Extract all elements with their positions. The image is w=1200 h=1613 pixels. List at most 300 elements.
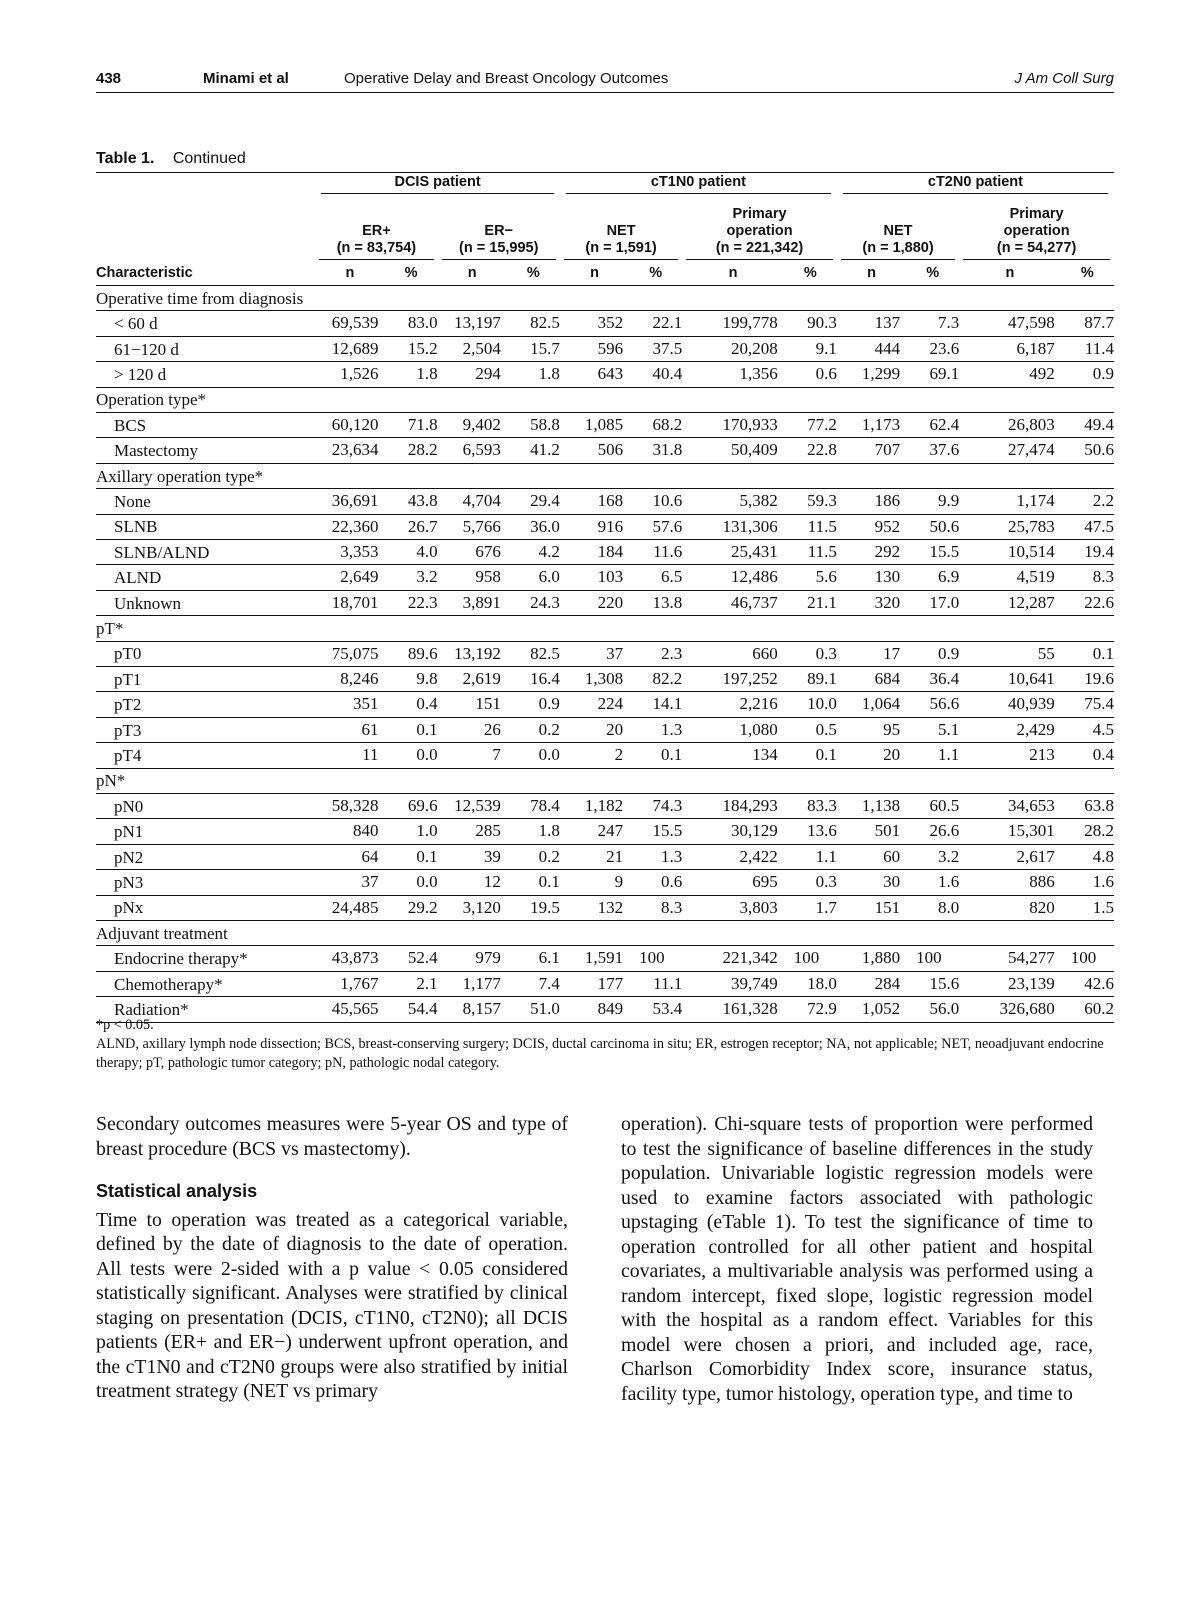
row-label: pN0 — [96, 794, 315, 819]
subgroup-header-line: ER− — [484, 223, 514, 239]
count-cell: 320 — [837, 590, 906, 615]
count-cell: 12,539 — [438, 794, 507, 819]
percent-cell — [1061, 616, 1114, 641]
percent-cell: 7.3 — [906, 311, 959, 336]
percent-cell: 0.0 — [385, 743, 438, 768]
percent-cell: 49.4 — [1061, 413, 1114, 438]
percent-cell: 0.9 — [1061, 362, 1114, 387]
characteristic-header: Characteristic — [96, 261, 315, 286]
table-row — [96, 540, 1114, 565]
percent-cell: 26.6 — [906, 819, 959, 844]
count-cell: 501 — [837, 819, 906, 844]
percent-cell: 16.4 — [507, 667, 560, 692]
count-cell: 50,409 — [682, 438, 784, 463]
percent-cell — [906, 768, 959, 793]
percent-cell: 0.0 — [507, 743, 560, 768]
percent-cell: 74.3 — [629, 794, 682, 819]
percent-cell: 6.0 — [507, 565, 560, 590]
row-label: pT2 — [96, 692, 315, 717]
percent-cell — [385, 286, 438, 311]
percent-cell: 0.1 — [1061, 641, 1114, 666]
count-cell: 5,382 — [682, 489, 784, 514]
subgroup-header-line: operation — [1003, 223, 1070, 239]
count-cell: 184 — [560, 540, 629, 565]
percent-cell: 11.6 — [629, 540, 682, 565]
percent-cell: 22.1 — [629, 311, 682, 336]
percent-cell — [906, 286, 959, 311]
percent-cell: 0.2 — [507, 844, 560, 869]
percent-cell: 3.2 — [385, 565, 438, 590]
percent-cell — [784, 616, 837, 641]
count-cell: 23,139 — [959, 971, 1061, 996]
data-table — [96, 172, 1114, 1023]
count-cell: 170,933 — [682, 413, 784, 438]
count-cell — [438, 463, 507, 488]
percent-cell: 26.7 — [385, 514, 438, 539]
row-label: pN1 — [96, 819, 315, 844]
percent-cell: 1.6 — [906, 870, 959, 895]
count-cell: 36,691 — [315, 489, 384, 514]
percent-cell: 75.4 — [1061, 692, 1114, 717]
percent-column-header: % — [385, 261, 438, 286]
count-cell: 37 — [315, 870, 384, 895]
percent-cell: 4.2 — [507, 540, 560, 565]
count-cell: 220 — [560, 590, 629, 615]
count-cell: 1,308 — [560, 667, 629, 692]
percent-cell — [629, 616, 682, 641]
count-cell: 130 — [837, 565, 906, 590]
percent-cell — [385, 921, 438, 946]
count-cell: 1,080 — [682, 717, 784, 742]
count-cell: 30,129 — [682, 819, 784, 844]
count-cell — [560, 616, 629, 641]
percent-cell: 60.2 — [1061, 997, 1114, 1022]
count-cell: 197,252 — [682, 667, 784, 692]
count-cell: 213 — [959, 743, 1061, 768]
percent-cell — [629, 387, 682, 412]
count-cell: 707 — [837, 438, 906, 463]
percent-cell: 0.1 — [507, 870, 560, 895]
row-label: ALND — [96, 565, 315, 590]
count-cell: 1,174 — [959, 489, 1061, 514]
row-label: Endocrine therapy* — [96, 946, 315, 971]
percent-cell: 8.0 — [906, 895, 959, 920]
count-cell: 2,504 — [438, 336, 507, 361]
count-cell: 2,429 — [959, 717, 1061, 742]
percent-cell: 13.6 — [784, 819, 837, 844]
count-cell: 54,277 — [959, 946, 1061, 971]
percent-cell: 77.2 — [784, 413, 837, 438]
percent-cell: 56.0 — [906, 997, 959, 1022]
row-label: pT0 — [96, 641, 315, 666]
group-header-dcis: DCIS patient — [315, 173, 560, 198]
percent-cell — [1061, 768, 1114, 793]
count-cell — [837, 616, 906, 641]
percent-cell: 22.3 — [385, 590, 438, 615]
percent-cell: 9.9 — [906, 489, 959, 514]
percent-cell: 100 — [784, 946, 837, 971]
count-cell: 952 — [837, 514, 906, 539]
percent-cell: 15.2 — [385, 336, 438, 361]
count-cell: 11 — [315, 743, 384, 768]
percent-cell: 6.9 — [906, 565, 959, 590]
count-cell — [315, 286, 384, 311]
table-row — [96, 667, 1114, 692]
percent-cell: 4.0 — [385, 540, 438, 565]
subgroup-header-line: (n = 15,995) — [459, 240, 539, 256]
count-cell: 45,565 — [315, 997, 384, 1022]
percent-cell: 82.5 — [507, 311, 560, 336]
percent-cell: 10.6 — [629, 489, 682, 514]
percent-cell: 47.5 — [1061, 514, 1114, 539]
count-cell — [315, 387, 384, 412]
count-cell: 1,173 — [837, 413, 906, 438]
count-cell — [682, 768, 784, 793]
percent-cell: 1.8 — [385, 362, 438, 387]
count-cell: 20 — [837, 743, 906, 768]
count-cell: 2,649 — [315, 565, 384, 590]
count-cell: 9,402 — [438, 413, 507, 438]
percent-cell: 19.6 — [1061, 667, 1114, 692]
percent-cell: 37.5 — [629, 336, 682, 361]
n-column-header: n — [560, 261, 629, 286]
count-cell: 20 — [560, 717, 629, 742]
count-cell: 21 — [560, 844, 629, 869]
count-cell — [560, 387, 629, 412]
percent-cell: 19.4 — [1061, 540, 1114, 565]
percent-cell: 60.5 — [906, 794, 959, 819]
percent-cell — [629, 286, 682, 311]
percent-cell: 29.2 — [385, 895, 438, 920]
percent-cell: 6.5 — [629, 565, 682, 590]
count-cell: 294 — [438, 362, 507, 387]
count-cell — [959, 463, 1061, 488]
percent-cell: 53.4 — [629, 997, 682, 1022]
running-header — [96, 66, 1114, 93]
count-cell: 18,701 — [315, 590, 384, 615]
count-cell: 60 — [837, 844, 906, 869]
count-cell — [682, 286, 784, 311]
count-cell: 2,422 — [682, 844, 784, 869]
count-cell: 75,075 — [315, 641, 384, 666]
subgroup-header-line: (n = 54,277) — [996, 240, 1077, 256]
percent-cell: 50.6 — [1061, 438, 1114, 463]
table-row — [96, 514, 1114, 539]
row-label: Chemotherapy* — [96, 971, 315, 996]
percent-cell — [784, 463, 837, 488]
percent-cell: 7.4 — [507, 971, 560, 996]
table-column-header-row — [96, 261, 1114, 286]
table-row — [96, 844, 1114, 869]
percent-cell — [784, 387, 837, 412]
percent-cell: 82.2 — [629, 667, 682, 692]
percent-cell: 89.1 — [784, 667, 837, 692]
count-cell: 64 — [315, 844, 384, 869]
table-row — [96, 870, 1114, 895]
percent-cell: 58.8 — [507, 413, 560, 438]
percent-cell — [629, 921, 682, 946]
count-cell — [560, 921, 629, 946]
count-cell: 1,356 — [682, 362, 784, 387]
count-cell: 184,293 — [682, 794, 784, 819]
percent-cell: 100 — [629, 946, 682, 971]
percent-cell: 40.4 — [629, 362, 682, 387]
percent-column-header: % — [784, 261, 837, 286]
percent-cell: 42.6 — [1061, 971, 1114, 996]
percent-cell — [385, 616, 438, 641]
count-cell: 4,519 — [959, 565, 1061, 590]
subgroup-header — [837, 197, 959, 261]
count-cell: 26 — [438, 717, 507, 742]
percent-cell: 15.7 — [507, 336, 560, 361]
count-cell: 284 — [837, 971, 906, 996]
percent-cell: 0.5 — [784, 717, 837, 742]
percent-cell: 29.4 — [507, 489, 560, 514]
running-title: Operative Delay and Breast Oncology Outcomes — [344, 70, 669, 87]
count-cell: 27,474 — [959, 438, 1061, 463]
count-cell: 3,120 — [438, 895, 507, 920]
count-cell: 12 — [438, 870, 507, 895]
table-row — [96, 743, 1114, 768]
count-cell: 1,052 — [837, 997, 906, 1022]
percent-cell: 51.0 — [507, 997, 560, 1022]
count-cell: 1,182 — [560, 794, 629, 819]
percent-cell: 0.6 — [629, 870, 682, 895]
percent-cell: 5.1 — [906, 717, 959, 742]
percent-cell: 36.4 — [906, 667, 959, 692]
count-cell: 1,767 — [315, 971, 384, 996]
count-cell: 1,085 — [560, 413, 629, 438]
subgroup-header-line — [841, 206, 955, 223]
row-label: 61−120 d — [96, 336, 315, 361]
percent-cell: 0.1 — [385, 717, 438, 742]
count-cell: 5,766 — [438, 514, 507, 539]
count-cell: 3,353 — [315, 540, 384, 565]
count-cell: 4,704 — [438, 489, 507, 514]
table-row — [96, 971, 1114, 996]
table-row — [96, 565, 1114, 590]
count-cell: 103 — [560, 565, 629, 590]
percent-cell: 19.5 — [507, 895, 560, 920]
table-section-row — [96, 616, 1114, 641]
count-cell — [438, 616, 507, 641]
count-cell: 444 — [837, 336, 906, 361]
subgroup-header — [315, 197, 437, 261]
running-authors: Minami et al — [203, 70, 289, 87]
percent-cell: 83.0 — [385, 311, 438, 336]
percent-cell — [1061, 387, 1114, 412]
table-section-row — [96, 921, 1114, 946]
table-row — [96, 413, 1114, 438]
percent-cell: 17.0 — [906, 590, 959, 615]
percent-cell: 21.1 — [784, 590, 837, 615]
group-header-ct1n0: cT1N0 patient — [560, 173, 837, 198]
percent-column-header: % — [629, 261, 682, 286]
count-cell — [959, 286, 1061, 311]
percent-cell: 0.1 — [385, 844, 438, 869]
percent-cell: 15.6 — [906, 971, 959, 996]
count-cell: 39,749 — [682, 971, 784, 996]
count-cell: 1,064 — [837, 692, 906, 717]
percent-cell: 57.6 — [629, 514, 682, 539]
percent-cell: 50.6 — [906, 514, 959, 539]
percent-cell: 8.3 — [1061, 565, 1114, 590]
count-cell — [959, 921, 1061, 946]
count-cell — [315, 616, 384, 641]
row-label: pT4 — [96, 743, 315, 768]
count-cell — [837, 768, 906, 793]
n-column-header: n — [959, 261, 1061, 286]
percent-cell — [629, 463, 682, 488]
count-cell: 34,653 — [959, 794, 1061, 819]
count-cell: 247 — [560, 819, 629, 844]
percent-cell: 82.5 — [507, 641, 560, 666]
count-cell: 58,328 — [315, 794, 384, 819]
row-label: pN* — [96, 768, 315, 793]
table-caption-text: Continued — [172, 150, 246, 167]
body-column-right — [621, 1112, 1093, 1406]
row-label: pN2 — [96, 844, 315, 869]
percent-cell: 1.1 — [906, 743, 959, 768]
header-blank — [96, 197, 315, 261]
table-row — [96, 794, 1114, 819]
count-cell: 23,634 — [315, 438, 384, 463]
percent-cell: 13.8 — [629, 590, 682, 615]
percent-cell: 0.2 — [507, 717, 560, 742]
count-cell — [959, 387, 1061, 412]
percent-cell: 22.8 — [784, 438, 837, 463]
percent-cell: 100 — [906, 946, 959, 971]
table-row — [96, 946, 1114, 971]
count-cell: 492 — [959, 362, 1061, 387]
count-cell: 820 — [959, 895, 1061, 920]
percent-cell: 2.3 — [629, 641, 682, 666]
percent-cell: 1.3 — [629, 717, 682, 742]
count-cell: 2 — [560, 743, 629, 768]
footnote-abbreviations: ALND, axillary lymph node dissection; BCS, breast-conserving surgery; DCIS, ductal carcinoma in situ; ER, estrogen receptor; NA, not applicable; NET, neoadjuvant endocrine therapy; pT, pathologic tumor category; pN, pathologic nodal category. — [96, 1036, 1104, 1071]
count-cell: 3,891 — [438, 590, 507, 615]
percent-cell: 71.8 — [385, 413, 438, 438]
subgroup-header-line: Primary — [732, 206, 787, 222]
percent-cell: 3.2 — [906, 844, 959, 869]
percent-cell — [906, 616, 959, 641]
percent-cell: 9.1 — [784, 336, 837, 361]
count-cell: 95 — [837, 717, 906, 742]
percent-cell — [507, 616, 560, 641]
percent-cell — [784, 921, 837, 946]
count-cell: 506 — [560, 438, 629, 463]
count-cell: 326,680 — [959, 997, 1061, 1022]
count-cell: 12,689 — [315, 336, 384, 361]
percent-cell: 15.5 — [629, 819, 682, 844]
count-cell: 351 — [315, 692, 384, 717]
count-cell: 47,598 — [959, 311, 1061, 336]
count-cell: 1,299 — [837, 362, 906, 387]
percent-cell: 8.3 — [629, 895, 682, 920]
group-header-ct2n0: cT2N0 patient — [837, 173, 1114, 198]
table-label: Table 1. — [96, 150, 155, 167]
count-cell: 199,778 — [682, 311, 784, 336]
subgroup-header — [560, 197, 682, 261]
row-label: Axillary operation type* — [96, 463, 315, 488]
count-cell: 13,192 — [438, 641, 507, 666]
count-cell: 979 — [438, 946, 507, 971]
count-cell: 6,187 — [959, 336, 1061, 361]
percent-cell: 69.6 — [385, 794, 438, 819]
row-label: pT1 — [96, 667, 315, 692]
percent-cell: 54.4 — [385, 997, 438, 1022]
percent-cell: 0.9 — [906, 641, 959, 666]
count-cell: 676 — [438, 540, 507, 565]
table-row — [96, 819, 1114, 844]
row-label: Unknown — [96, 590, 315, 615]
percent-cell: 59.3 — [784, 489, 837, 514]
row-label: Adjuvant treatment — [96, 921, 315, 946]
percent-cell: 41.2 — [507, 438, 560, 463]
subgroup-header-line: (n = 221,342) — [715, 240, 804, 256]
percent-cell: 15.5 — [906, 540, 959, 565]
percent-cell: 56.6 — [906, 692, 959, 717]
percent-cell: 62.4 — [906, 413, 959, 438]
count-cell: 134 — [682, 743, 784, 768]
subgroup-header-line: (n = 83,754) — [336, 240, 417, 256]
table-section-row — [96, 387, 1114, 412]
row-label: Radiation* — [96, 997, 315, 1022]
count-cell — [682, 463, 784, 488]
percent-cell — [507, 768, 560, 793]
count-cell: 151 — [438, 692, 507, 717]
percent-cell — [507, 286, 560, 311]
count-cell: 15,301 — [959, 819, 1061, 844]
count-cell — [837, 387, 906, 412]
percent-cell: 87.7 — [1061, 311, 1114, 336]
percent-cell: 11.5 — [784, 540, 837, 565]
count-cell: 161,328 — [682, 997, 784, 1022]
percent-cell: 0.3 — [784, 641, 837, 666]
count-cell: 352 — [560, 311, 629, 336]
subgroup-header-line: NET — [883, 223, 913, 239]
row-label: Operative time from diagnosis — [96, 286, 315, 311]
percent-cell: 5.6 — [784, 565, 837, 590]
count-cell: 8,157 — [438, 997, 507, 1022]
count-cell: 12,287 — [959, 590, 1061, 615]
row-label: None — [96, 489, 315, 514]
percent-cell — [784, 286, 837, 311]
subgroup-header-line: (n = 1,591) — [585, 240, 657, 256]
percent-cell: 0.9 — [507, 692, 560, 717]
count-cell: 6,593 — [438, 438, 507, 463]
table-row — [96, 336, 1114, 361]
percent-cell: 24.3 — [507, 590, 560, 615]
subgroup-header-line: (n = 1,880) — [862, 240, 934, 256]
n-column-header: n — [438, 261, 507, 286]
percent-cell: 0.4 — [1061, 743, 1114, 768]
count-cell: 684 — [837, 667, 906, 692]
count-cell: 25,431 — [682, 540, 784, 565]
row-label: pT3 — [96, 717, 315, 742]
percent-cell: 0.4 — [385, 692, 438, 717]
row-label: Mastectomy — [96, 438, 315, 463]
table-row — [96, 590, 1114, 615]
count-cell: 224 — [560, 692, 629, 717]
count-cell: 26,803 — [959, 413, 1061, 438]
percent-cell: 37.6 — [906, 438, 959, 463]
count-cell: 131,306 — [682, 514, 784, 539]
count-cell: 186 — [837, 489, 906, 514]
percent-cell: 18.0 — [784, 971, 837, 996]
percent-cell: 11.5 — [784, 514, 837, 539]
count-cell: 132 — [560, 895, 629, 920]
